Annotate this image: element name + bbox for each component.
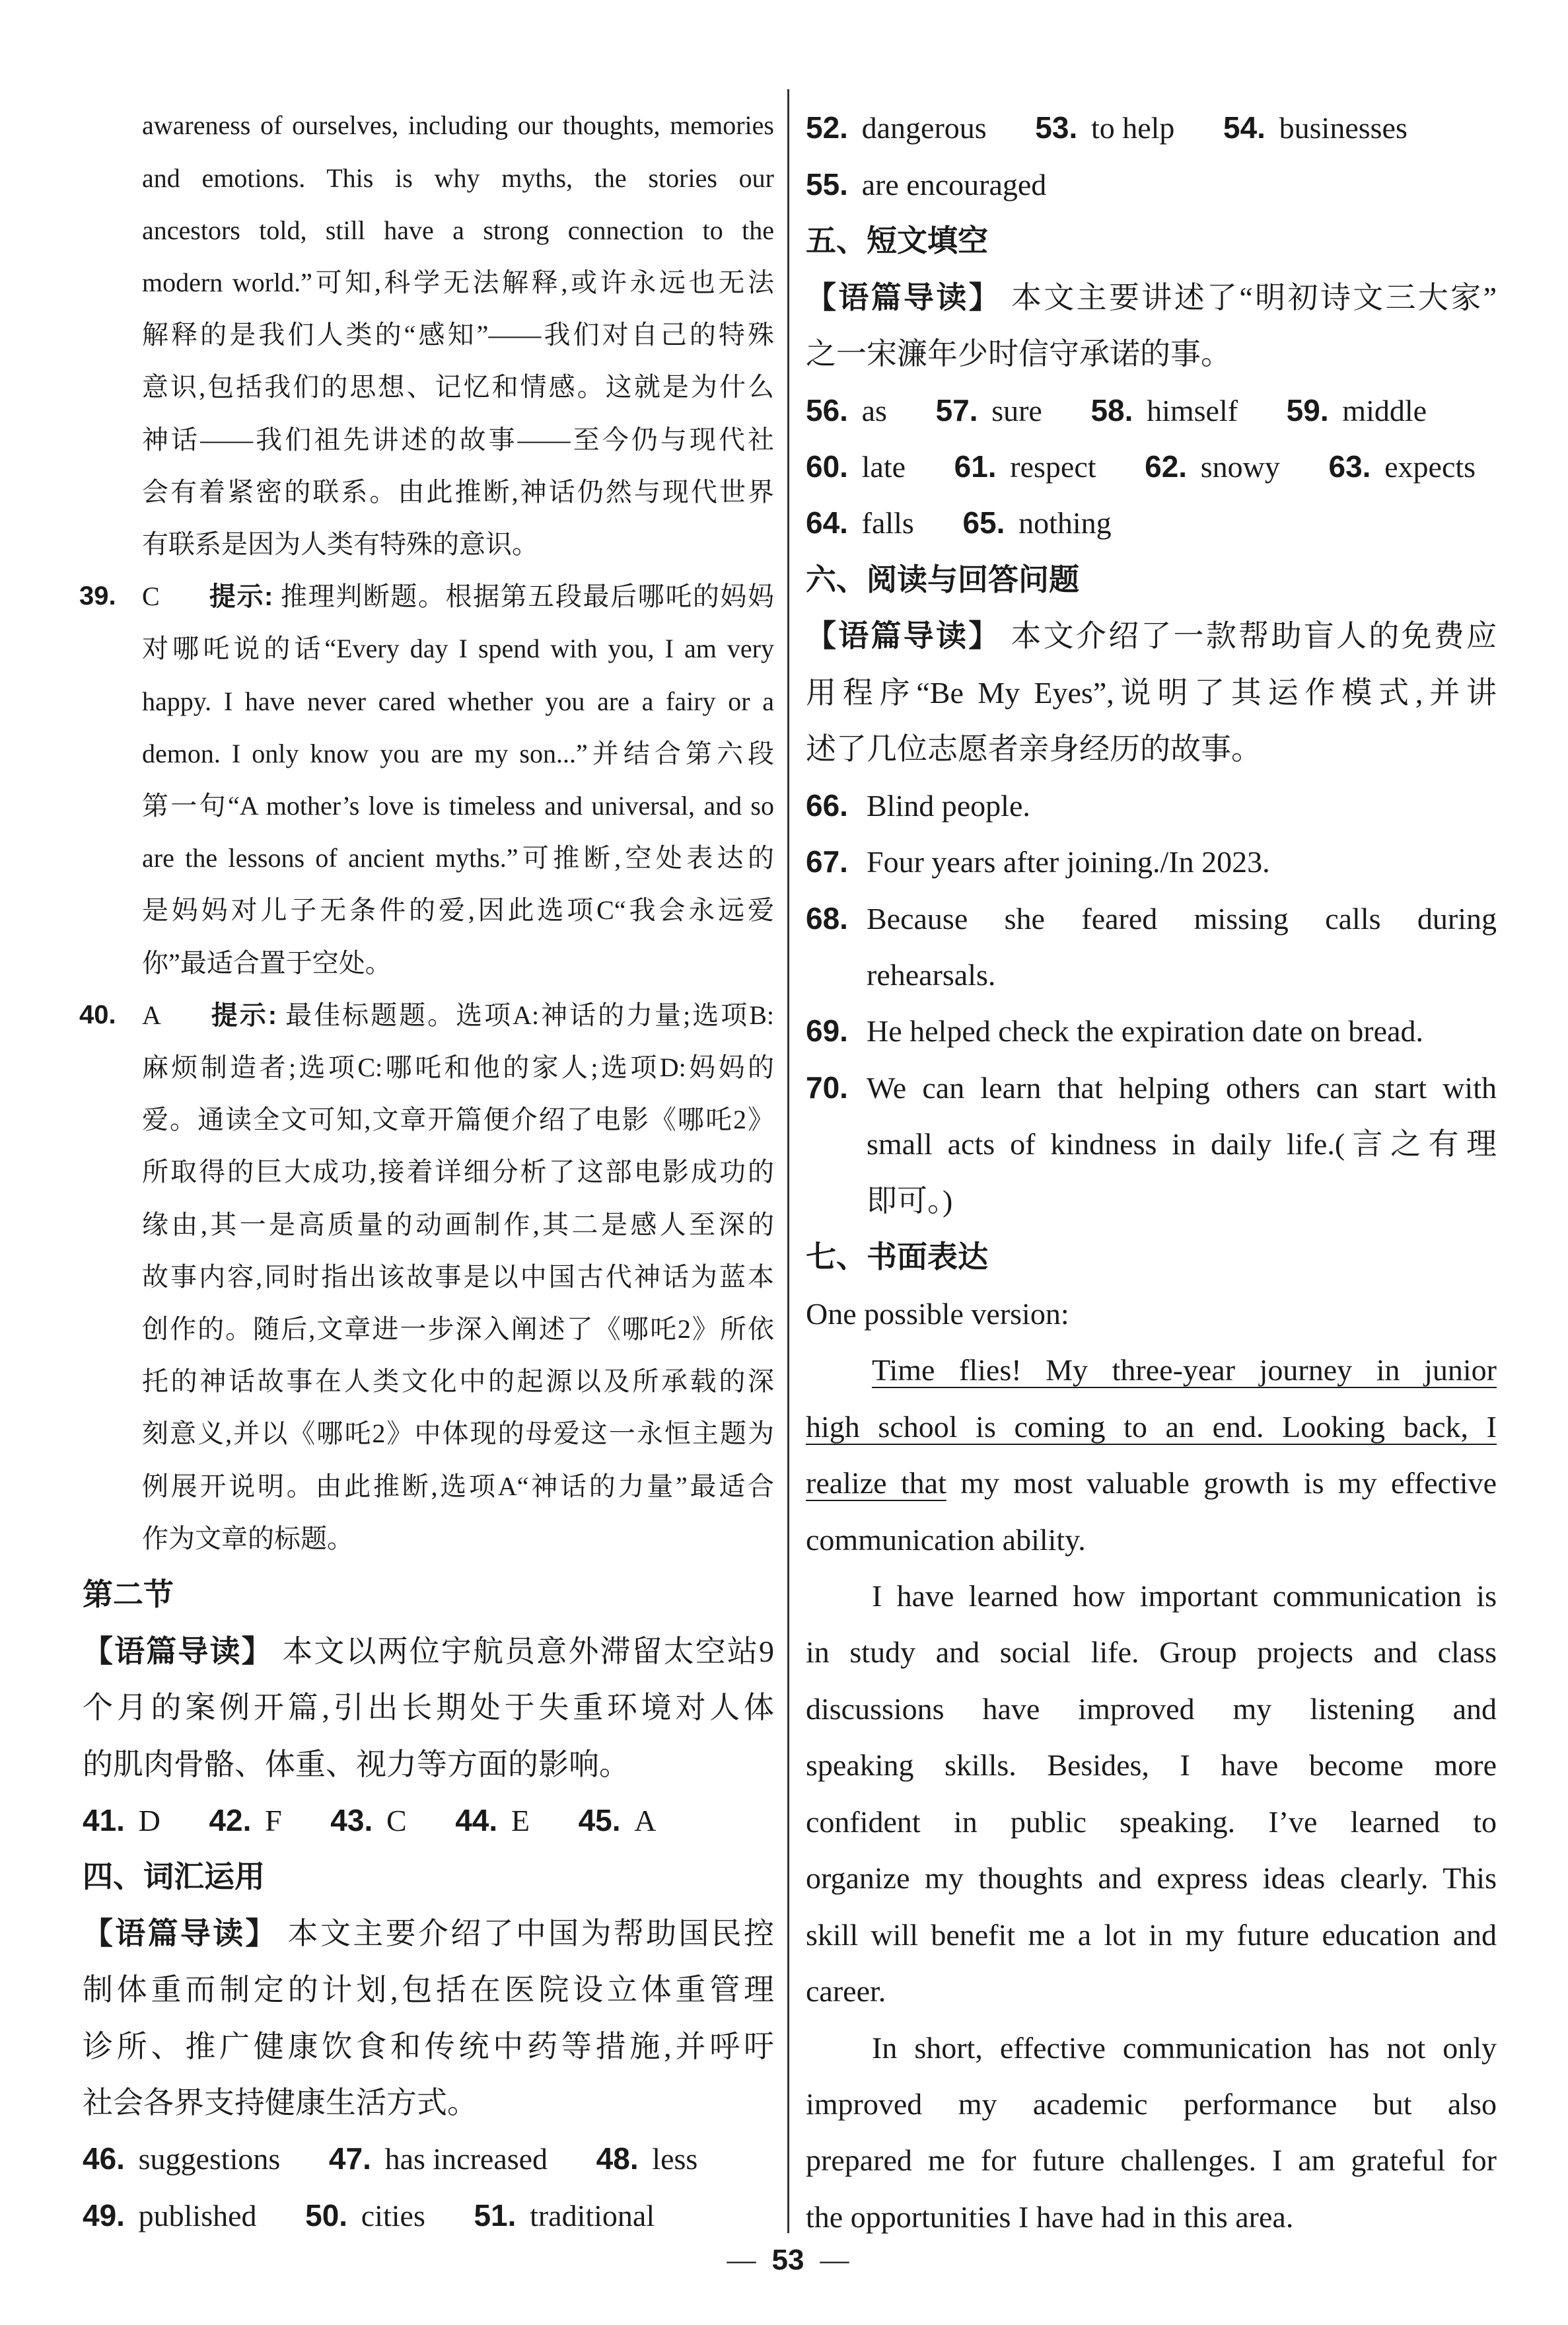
answer-text: suggestions [138, 2142, 281, 2176]
text: demon. I only know you are my son...”并结合第六段 [142, 738, 774, 768]
answer-number: 54. [1223, 110, 1265, 145]
text-line [806, 721, 1497, 777]
text-line [142, 675, 774, 727]
answer-item [936, 394, 1042, 427]
answer-number: 45. [578, 1802, 621, 1837]
answer-item [1090, 394, 1238, 427]
text-line [806, 1737, 1497, 1793]
text: 述了几位志愿者亲身经历的故事。 [806, 732, 1262, 766]
answer-item [806, 394, 887, 427]
text-line [142, 256, 774, 309]
answer-text: C [386, 1803, 407, 1837]
text-line [867, 947, 1497, 1003]
text: organize my thoughts and express ideas clearly. This [806, 1861, 1497, 1896]
answer-item [596, 2142, 698, 2176]
answer-number: 59. [1286, 392, 1329, 427]
item-number: 69. [806, 1014, 848, 1049]
text-line [142, 1407, 774, 1459]
answer-text: D [138, 1803, 160, 1837]
answer-row [83, 2131, 774, 2187]
text-line [142, 884, 774, 936]
answer-item [329, 2142, 548, 2176]
text: communication ability. [806, 1522, 1086, 1557]
text-line [872, 2020, 1497, 2076]
answer-number: 46. [83, 2141, 125, 2176]
answer-item [330, 1804, 406, 1837]
answer-number: 61. [954, 449, 997, 484]
text-line [806, 2132, 1497, 2188]
answer-text: F [265, 1803, 282, 1837]
text-line [872, 1342, 1497, 1398]
text-line [806, 2189, 1497, 2245]
answer-item [1287, 394, 1427, 427]
answer-text: published [138, 2198, 257, 2233]
text-line [83, 1679, 774, 1736]
answer-item [83, 2199, 257, 2233]
text: 创作的。随后,文章进一步深入阐述了《哪吒2》所依 [142, 1314, 774, 1344]
heading-text: 四、词汇运用 [83, 1859, 265, 1894]
item-number: 39. [79, 581, 116, 611]
text: modern world.”可知,科学无法解释,或许永远也无法 [142, 268, 774, 297]
answer-item [1223, 111, 1408, 145]
answer-item [954, 450, 1096, 484]
text: C [142, 581, 160, 612]
text: 例展开说明。由此推断,选项A“神话的力量”最适合 [142, 1471, 774, 1501]
answer-text: as [861, 393, 887, 427]
text-line [142, 1199, 774, 1251]
text-line [872, 1568, 1497, 1624]
answer-text: late [861, 449, 906, 484]
answer-text: traditional [530, 2198, 655, 2233]
text: small acts of kindness in daily life.(言之有理 [867, 1127, 1497, 1162]
answer-row [806, 100, 1497, 156]
answer-number: 55. [806, 166, 848, 202]
text-line [83, 1905, 774, 1962]
item-number: 40. [79, 1000, 116, 1029]
answer-text: respect [1010, 449, 1096, 484]
text: 诊所、推广健康饮食和传统中药等措施,并呼吁 [83, 2029, 774, 2063]
text: 缘由,其一是高质量的动画制作,其二是感人至深的 [142, 1209, 774, 1239]
answer-number: 49. [83, 2197, 125, 2233]
text: 之一宋濂年少时信守承诺的事。 [806, 337, 1231, 371]
answer-item [806, 111, 987, 145]
text: 会有着紧密的联系。由此推断,神话仍然与现代世界 [142, 476, 774, 507]
answer-number: 64. [806, 505, 848, 540]
text: 有联系是因为人类有特殊的意识。 [142, 529, 538, 559]
label-bold: 【语篇导读】 [83, 1915, 278, 1950]
text: He helped check the expiration date on bread. [867, 1014, 1423, 1049]
text: A [142, 1000, 160, 1030]
answer-text: expects [1384, 449, 1476, 484]
text-line [142, 1251, 774, 1303]
answer-item [83, 1804, 160, 1837]
section-heading [806, 1229, 1497, 1285]
text-line [806, 270, 1497, 326]
answer-number: 62. [1145, 449, 1188, 484]
text: 是妈妈对儿子无条件的爱,因此选项C“我会永远爱 [142, 895, 774, 926]
answer-text: to help [1090, 111, 1175, 145]
text: are the lessons of ancient myths.”可推断,空处表达的 [142, 843, 774, 873]
text: 本文主要讲述了“明初诗文三大家” [1011, 280, 1497, 314]
answer-number: 47. [328, 2141, 371, 2176]
text: Blind people. [867, 788, 1030, 823]
label-bold: 【语篇导读】 [806, 618, 1001, 653]
page-number-dash-left: — [727, 2244, 756, 2276]
answer-row [806, 439, 1497, 495]
answer-number: 42. [209, 1802, 252, 1837]
text-line [83, 1962, 774, 2018]
text-line [142, 361, 774, 413]
text: 刻意义,并以《哪吒2》中体现的母爱这一永恒主题为 [142, 1419, 774, 1449]
text-line [867, 1003, 1497, 1059]
text: Four years after joining./In 2023. [867, 845, 1270, 879]
column-divider [787, 89, 789, 2233]
text: 托的神话故事在人类文化中的起源以及所承载的深 [142, 1366, 774, 1397]
page-number-value: 53 [771, 2244, 804, 2276]
text-line [867, 1060, 1497, 1116]
text-line [142, 1355, 774, 1407]
text: In short, effective communication has not only [872, 2030, 1497, 2065]
answer-item [1329, 450, 1476, 484]
text: improved my academic performance but also [806, 2087, 1497, 2122]
text-line [867, 778, 1497, 834]
text: speaking skills. Besides, I have become more [806, 1748, 1497, 1783]
text: 所取得的巨大成功,接着详细分析了这部电影成功的 [142, 1157, 774, 1187]
text-line [142, 1512, 774, 1565]
text: 故事内容,同时指出该故事是以中国古代神话为蓝本 [142, 1261, 774, 1292]
answer-number: 60. [806, 449, 848, 484]
answer-row [806, 157, 1497, 213]
text: 麻烦制造者;选项C:哪吒和他的家人;选项D:妈妈的 [142, 1052, 774, 1082]
text: 即可。) [867, 1183, 953, 1218]
answer-text: snowy [1200, 449, 1280, 484]
text-line [83, 1623, 774, 1679]
answer-item [474, 2199, 655, 2233]
text-line [806, 1681, 1497, 1737]
text-line [142, 780, 774, 832]
text: and emotions. This is why myths, the stories our [142, 163, 774, 193]
text: I have learned how important communication is [872, 1578, 1497, 1613]
text-line [142, 309, 774, 361]
answer-text: sure [991, 393, 1042, 427]
text-line [806, 1455, 1497, 1511]
item-number: 66. [806, 788, 848, 823]
text: 用程序“Be My Eyes”,说明了其运作模式,并讲 [806, 675, 1497, 710]
text-line [806, 2076, 1497, 2132]
text: 对哪吒说的话“Every day I spend with you, I am very [142, 634, 774, 664]
answer-item [305, 2199, 425, 2233]
label-bold: 【语篇导读】 [83, 1633, 273, 1668]
item-number: 70. [806, 1070, 848, 1105]
text: 第一句“A mother’s love is timeless and universal, and so [142, 791, 774, 821]
text-line [806, 1286, 1497, 1342]
text: 爱。通读全文可知,文章开篇便介绍了电影《哪吒2》 [142, 1105, 774, 1135]
text-line [806, 665, 1497, 721]
text: confident in public speaking. I’ve learned to [806, 1804, 1497, 1839]
text: 神话——我们祖先讲述的故事——至今仍与现代社 [142, 424, 774, 455]
text: discussions have improved my listening and [806, 1691, 1497, 1726]
underlined-text: realize that [806, 1466, 946, 1500]
text: 本文主要介绍了中国为帮助国民控 [287, 1916, 775, 1950]
answer-item [962, 506, 1111, 540]
text-line [142, 832, 774, 884]
heading-text: 第二节 [83, 1577, 174, 1612]
text: in study and social life. Group projects and class [806, 1635, 1497, 1670]
answer-text: cities [361, 2198, 425, 2233]
text-line [142, 1303, 774, 1355]
answer-item [1145, 450, 1280, 484]
text-line [142, 1460, 774, 1512]
answer-number: 58. [1090, 392, 1133, 427]
text-line [142, 99, 774, 151]
answer-item [806, 450, 906, 484]
text: skill will benefit me a lot in my future education and [806, 1917, 1497, 1952]
item-number: 68. [806, 901, 848, 936]
text: We can learn that helping others can start with [867, 1070, 1497, 1105]
text: 的肌肉骨骼、体重、视力等方面的影响。 [83, 1747, 629, 1781]
section-heading [83, 1849, 774, 1905]
answer-number: 53. [1035, 110, 1078, 145]
answer-number: 65. [962, 505, 1005, 540]
text: 社会各界支持健康生活方式。 [83, 2085, 478, 2120]
answer-number: 63. [1328, 449, 1371, 484]
text-line [142, 152, 774, 204]
answer-text: middle [1342, 393, 1427, 427]
answer-item [806, 506, 914, 540]
answer-text: are encouraged [861, 167, 1047, 202]
text-line [142, 937, 774, 989]
text-line [806, 608, 1497, 664]
answer-text: A [634, 1803, 657, 1837]
text: Because she feared missing calls during [867, 901, 1497, 936]
answer-item [1035, 111, 1174, 145]
text: 作为文章的标题。 [142, 1523, 353, 1553]
text-line [867, 1116, 1497, 1172]
answer-number: 41. [83, 1802, 125, 1837]
answer-number: 51. [474, 2197, 517, 2233]
answer-item [579, 1804, 657, 1837]
text: 你”最适合置于空处。 [142, 947, 392, 978]
label-bold: 提示: [209, 582, 273, 612]
text-line [83, 2018, 774, 2075]
text-line [142, 1093, 774, 1146]
answer-number: 43. [330, 1802, 373, 1837]
text-line [867, 891, 1497, 947]
heading-text: 五、短文填空 [806, 223, 988, 258]
answer-item [806, 168, 1046, 202]
text-line [806, 1399, 1497, 1455]
text: 最佳标题题。选项A:神话的力量;选项B: [285, 1000, 775, 1030]
answer-text: businesses [1279, 111, 1408, 145]
text: career. [806, 1974, 886, 2009]
answer-item [209, 1804, 281, 1837]
text: 本文介绍了一款帮助盲人的免费应 [1011, 619, 1497, 653]
text-line [142, 1146, 774, 1198]
answer-row [83, 1792, 774, 1849]
text: 推理判断题。根据第五段最后哪吒的妈妈 [280, 581, 775, 612]
text-line [806, 1907, 1497, 1963]
label-bold: 提示: [211, 1000, 277, 1030]
text-line [142, 622, 774, 675]
text-line [142, 727, 774, 780]
page-number-dash-right: — [820, 2244, 849, 2276]
answer-text: less [652, 2142, 698, 2176]
text-line [142, 989, 774, 1041]
answer-number: 44. [455, 1802, 498, 1837]
text: rehearsals. [867, 958, 996, 992]
text-line [806, 326, 1497, 382]
answer-text: has increased [384, 2142, 548, 2176]
text: 制体重而制定的计划,包括在医院设立体重管理 [83, 1973, 774, 2007]
heading-text: 六、阅读与回答问题 [806, 562, 1079, 597]
answer-number: 52. [806, 110, 848, 145]
text-line [806, 1963, 1497, 2019]
section-heading [806, 213, 1497, 269]
underlined-text: Time flies! My three-year journey in junior [872, 1353, 1497, 1387]
answer-text: himself [1147, 393, 1238, 427]
text-line [142, 414, 774, 466]
answer-item [83, 2142, 280, 2176]
text-line [806, 1624, 1497, 1680]
text-line [806, 1794, 1497, 1850]
answer-text: E [511, 1803, 530, 1837]
section-heading [83, 1567, 774, 1623]
page-number [0, 2243, 1568, 2277]
text-line [142, 518, 774, 570]
text-line [867, 1173, 1497, 1229]
text: my most valuable growth is my effective [960, 1466, 1497, 1500]
text: awareness of ourselves, including our thoughts, memories [142, 110, 774, 141]
text: ancestors told, still have a strong connection to the [142, 215, 774, 245]
answer-row [806, 383, 1497, 439]
text: One possible version: [806, 1296, 1069, 1331]
heading-text: 七、书面表达 [806, 1239, 988, 1274]
answer-text: dangerous [861, 111, 987, 145]
text-line [806, 1850, 1497, 1906]
text-line [142, 466, 774, 518]
text: 本文以两位宇航员意外滞留太空站9 [282, 1634, 775, 1668]
answer-text: nothing [1018, 506, 1112, 540]
label-bold: 【语篇导读】 [806, 279, 1002, 314]
text-line [806, 1512, 1497, 1568]
answer-number: 50. [305, 2197, 348, 2233]
text: 意识,包括我们的思想、记忆和情感。这就是为什么 [142, 372, 774, 402]
answer-text: falls [861, 506, 914, 540]
answer-number: 57. [935, 392, 978, 427]
answer-item [455, 1804, 530, 1837]
text-line [142, 204, 774, 256]
text-line [83, 1736, 774, 1792]
answer-row [83, 2188, 774, 2244]
answer-number: 48. [596, 2141, 639, 2176]
text-line [142, 570, 774, 622]
text-line [142, 1041, 774, 1093]
text: prepared me for future challenges. I am grateful for [806, 2143, 1497, 2178]
underlined-text: high school is coming to an end. Looking back, I [806, 1409, 1497, 1444]
text: 个月的案例开篇,引出长期处于失重环境对人体 [83, 1691, 774, 1725]
text-line [867, 834, 1497, 890]
text-line [83, 2075, 774, 2131]
section-heading [806, 552, 1497, 608]
answer-row [806, 495, 1497, 551]
item-number: 67. [806, 844, 848, 879]
answer-number: 56. [806, 392, 848, 427]
text: 解释的是我们人类的“感知”——我们对自己的特殊 [142, 320, 774, 350]
text: the opportunities I have had in this area. [806, 2199, 1294, 2234]
text: happy. I have never cared whether you are a fairy or a [142, 686, 774, 716]
